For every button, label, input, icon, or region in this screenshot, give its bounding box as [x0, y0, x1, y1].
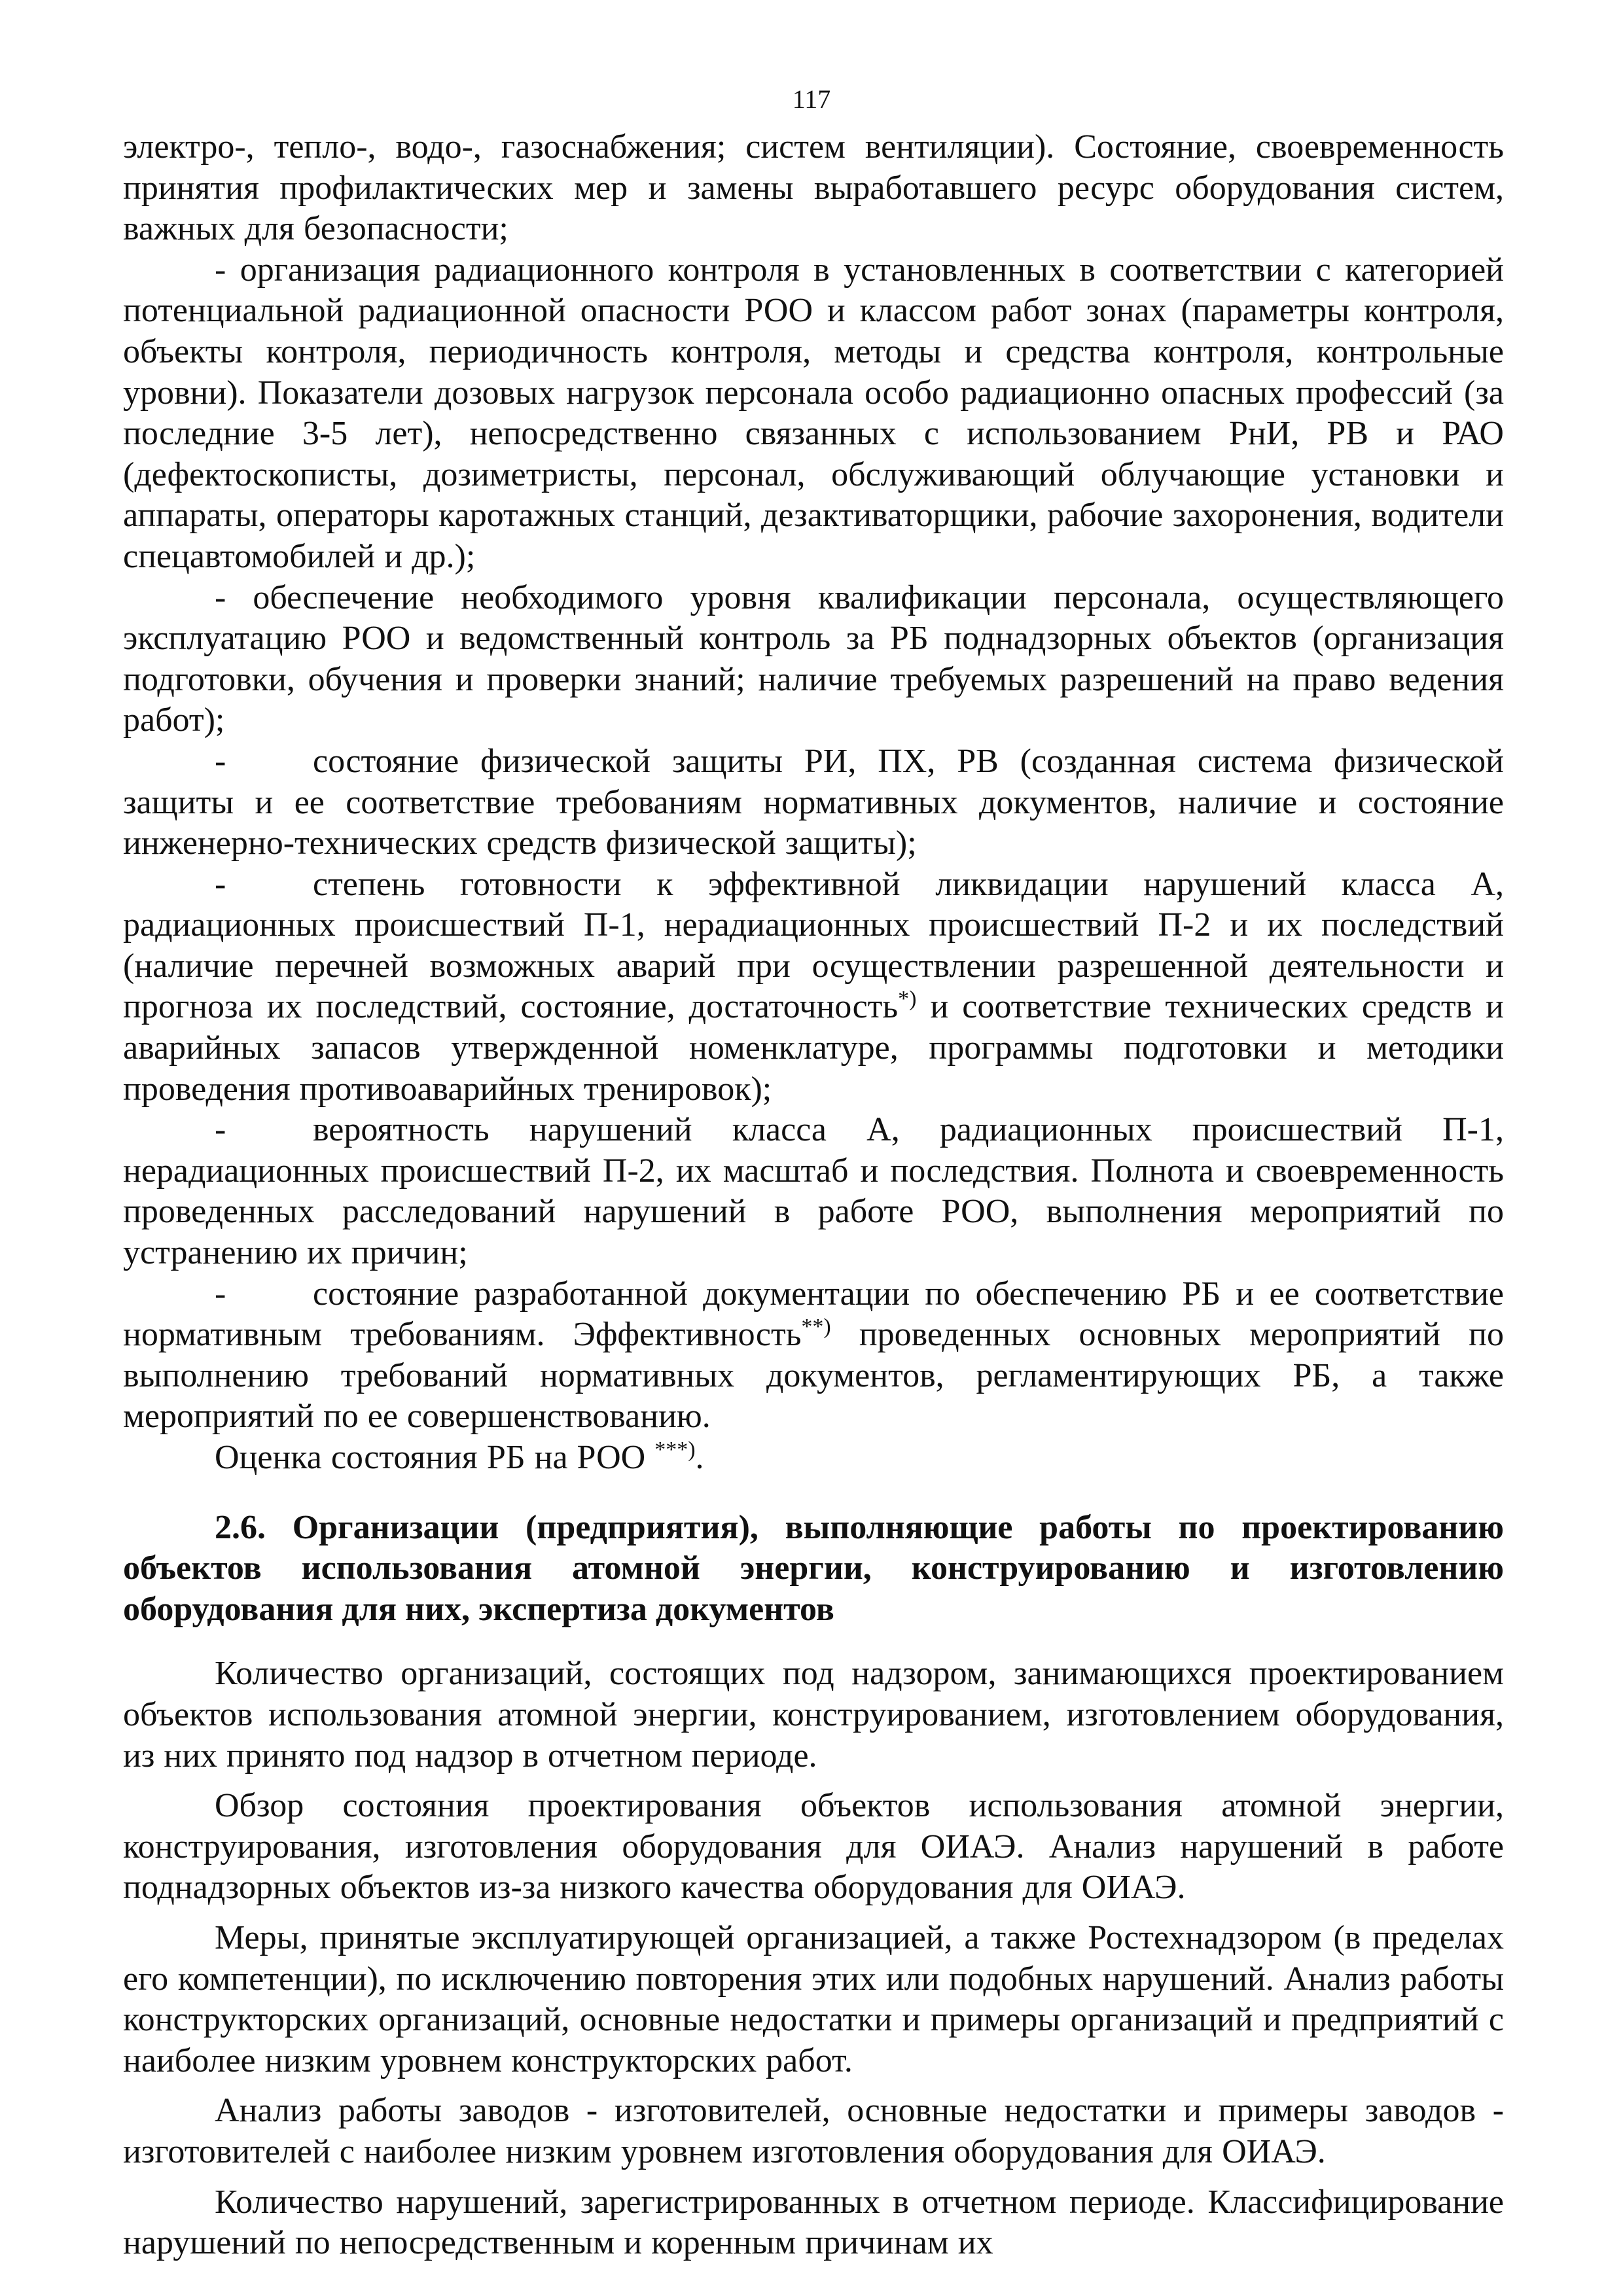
- list-dash: -: [215, 742, 226, 780]
- paragraph-personnel-qualification: - обеспечение необходимого уровня квалификации персонала, осуществляющего эксплуатацию РОО и ведомственный контроль за РБ поднадзорных объектов (организация подготовки, обучения и проверки знаний; наличие требуемых разрешений на право ведения работ);: [123, 578, 1504, 739]
- footnote-marker: *): [898, 987, 917, 1012]
- paragraph-organization-count: Количество организаций, состоящих под надзором, занимающихся проектированием объектов использования атомной энергии, конструированием, изготовлением оборудования, из них принято под надзор в отчетном периоде.: [123, 1655, 1504, 1775]
- list-dash: -: [215, 1275, 226, 1313]
- paragraph-text: состояние физической защиты РИ, ПХ, РВ (созданная система физической защиты и ее соответствие требованиям нормативных документов, наличие и состояние инженерно-технических средств физической защиты);: [123, 742, 1504, 862]
- paragraph-text-continued: и соответствие технических средств и аварийных запасов утвержденной номенклатуре, программы подготовки и методики проведения противоаварийных тренировок);: [123, 988, 1504, 1108]
- paragraph-rb-assessment: [123, 1438, 1504, 1479]
- paragraph-documentation-state: [123, 1274, 1504, 1438]
- paragraph-text: Оценка состояния РБ на РОО: [215, 1439, 655, 1476]
- paragraph-text: вероятность нарушений класса А, радиационных происшествий П-1, нерадиационных происшествий П-2, их масштаб и последствия. Полнота и своевременность проведенных расследований нарушений в работе РОО, выполнения мероприятий по устранению их причин;: [123, 1111, 1504, 1272]
- paragraph-systems-state: электро-, тепло-, водо-, газоснабжения; систем вентиляции). Состояние, своевременность принятия профилактических мер и замены выработавшего ресурс оборудования систем, важных для безопасности;: [123, 128, 1504, 248]
- list-dash: -: [215, 865, 226, 903]
- paragraph-violation-count: Количество нарушений, зарегистрированных в отчетном периоде. Классифицирование нарушений по непосредственным и коренным причинам их: [123, 2183, 1504, 2262]
- paragraph-measures-taken: Меры, принятые эксплуатирующей организацией, а также Ростехнадзором (в пределах его компетенции), по исключению повторения этих или подобных нарушений. Анализ работы конструкторских организаций, основные недостатки и примеры организаций и предприятий с наиболее низким уровнем конструкторских работ.: [123, 1918, 1504, 2079]
- footnote-marker: ***): [654, 1438, 696, 1462]
- paragraph-radiation-control: - организация радиационного контроля в установленных в соответствии с категорией потенциальной радиационной опасности РОО и классом работ зонах (параметры контроля, объекты контроля, периодичность контроля, методы и средства контроля, контрольные уровни). Показатели дозовых нагрузок персонала особо радиационно опасных профессий (за последние 3-5 лет), непосредственно связанных с использованием РнИ, РВ и РАО (дефектоскописты, дозиметристы, персонал, обслуживающий облучающие установки и аппараты, операторы каротажных станций, дезактиваторщики, рабочие захоронения, водители спецавтомобилей и др.);: [123, 251, 1504, 575]
- paragraph-emergency-readiness: [123, 864, 1504, 1110]
- section-heading: 2.6. Организации (предприятия), выполняющие работы по проектированию объектов использования атомной энергии, конструированию и изготовлению оборудования для них, экспертиза документов: [123, 1508, 1504, 1628]
- document-body: [123, 127, 1504, 2264]
- list-dash: -: [215, 1111, 226, 1149]
- paragraph-violation-probability: [123, 1110, 1504, 1273]
- paragraph-text: состояние разработанной документации по обеспечению РБ и ее соответствие нормативным требованиям. Эффективность: [123, 1275, 1504, 1354]
- paragraph-factory-analysis: Анализ работы заводов - изготовителей, основные недостатки и примеры заводов - изготовителей с наиболее низким уровнем изготовления оборудования для ОИАЭ.: [123, 2092, 1504, 2170]
- footnote-marker: **): [801, 1315, 831, 1339]
- paragraph-design-review: Обзор состояния проектирования объектов использования атомной энергии, конструирования, изготовления оборудования для ОИАЭ. Анализ нарушений в работе поднадзорных объектов из-за низкого качества оборудования для ОИАЭ.: [123, 1787, 1504, 1907]
- paragraph-text-continued: проведенных основных мероприятий по выполнению требований нормативных документов, регламентирующих РБ, а также мероприятий по ее совершенствованию.: [123, 1316, 1504, 1436]
- paragraph-text: степень готовности к эффективной ликвидации нарушений класса А, радиационных происшествий П-1, нерадиационных происшествий П-2 и их последствий (наличие перечней возможных аварий при осуществлении разрешенной деятельности и прогноза их последствий, состояние, достаточность: [123, 865, 1504, 1026]
- page-number: 117: [792, 84, 831, 114]
- paragraph-period: .: [695, 1439, 704, 1476]
- paragraph-physical-protection: [123, 741, 1504, 864]
